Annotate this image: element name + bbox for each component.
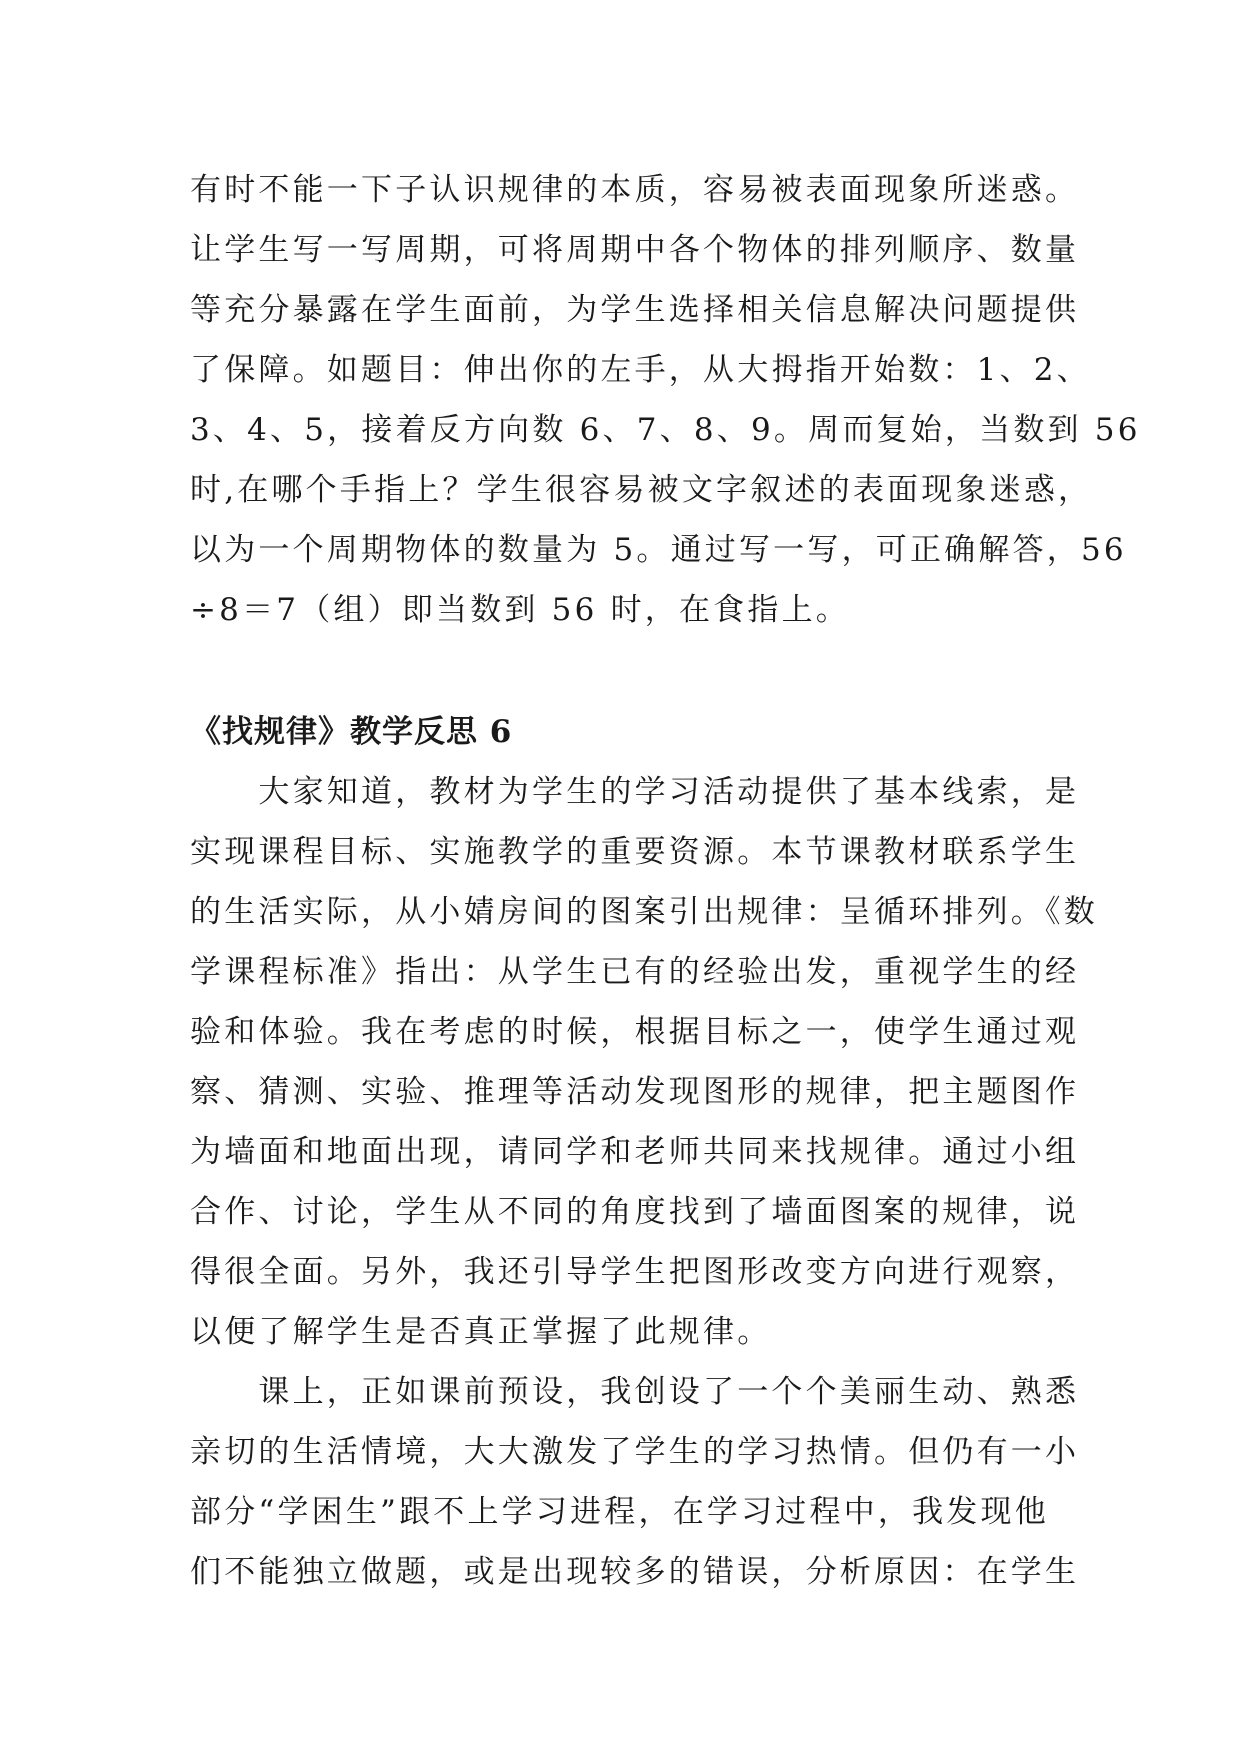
text-line: 了保障。如题目：伸出你的左手，从大拇指开始数：1、2、 — [190, 352, 1091, 388]
section-title: 《找规律》教学反思 6 — [190, 714, 513, 750]
text-line: 验和体验。我在考虑的时候，根据目标之一，使学生通过观 — [190, 1014, 1080, 1050]
text-line: 有时不能一下子认识规律的本质，容易被表面现象所迷惑。 — [190, 172, 1080, 208]
text-line: 学课程标准》指出：从学生已有的经验出发，重视学生的经 — [190, 954, 1080, 990]
text-line: 时,在哪个手指上？学生很容易被文字叙述的表面现象迷惑， — [190, 472, 1093, 508]
continued-paragraph — [190, 160, 1141, 640]
text-line: 大家知道，教材为学生的学习活动提供了基本线索，是 — [190, 774, 1080, 810]
text-line: 为墙面和地面出现，请同学和老师共同来找规律。通过小组 — [190, 1134, 1080, 1170]
paragraph-1 — [190, 762, 1098, 1362]
text-line: 的生活实际，从小婧房间的图案引出规律：呈循环排列。《数 — [190, 894, 1098, 930]
section-spacer — [190, 640, 1070, 702]
text-line: 察、猜测、实验、推理等活动发现图形的规律，把主题图作 — [190, 1074, 1080, 1110]
text-line: 亲切的生活情境，大大激发了学生的学习热情。但仍有一小 — [190, 1434, 1080, 1470]
text-line: 让学生写一写周期，可将周期中各个物体的排列顺序、数量 — [190, 232, 1080, 268]
text-line: 得很全面。另外，我还引导学生把图形改变方向进行观察， — [190, 1254, 1080, 1290]
text-line: 合作、讨论，学生从不同的角度找到了墙面图案的规律，说 — [190, 1194, 1080, 1230]
document-page — [190, 160, 1141, 1602]
text-line: 实现课程目标、实施教学的重要资源。本节课教材联系学生 — [190, 834, 1080, 870]
text-line: ÷8＝7（组）即当数到 56 时，在食指上。 — [190, 592, 850, 628]
text-line: 课上，正如课前预设，我创设了一个个美丽生动、熟悉 — [190, 1374, 1080, 1410]
text-line: 部分“学困生”跟不上学习进程，在学习过程中，我发现他 — [190, 1494, 1049, 1530]
text-line: 们不能独立做题，或是出现较多的错误，分析原因：在学生 — [190, 1554, 1080, 1590]
text-line: 以便了解学生是否真正掌握了此规律。 — [190, 1314, 772, 1350]
paragraph-2 — [190, 1362, 1080, 1602]
text-line: 3、4、5，接着反方向数 6、7、8、9。周而复始，当数到 56 — [190, 412, 1141, 448]
text-line: 等充分暴露在学生面前，为学生选择相关信息解决问题提供 — [190, 292, 1080, 328]
text-line: 以为一个周期物体的数量为 5。通过写一写，可正确解答，56 — [190, 532, 1127, 568]
